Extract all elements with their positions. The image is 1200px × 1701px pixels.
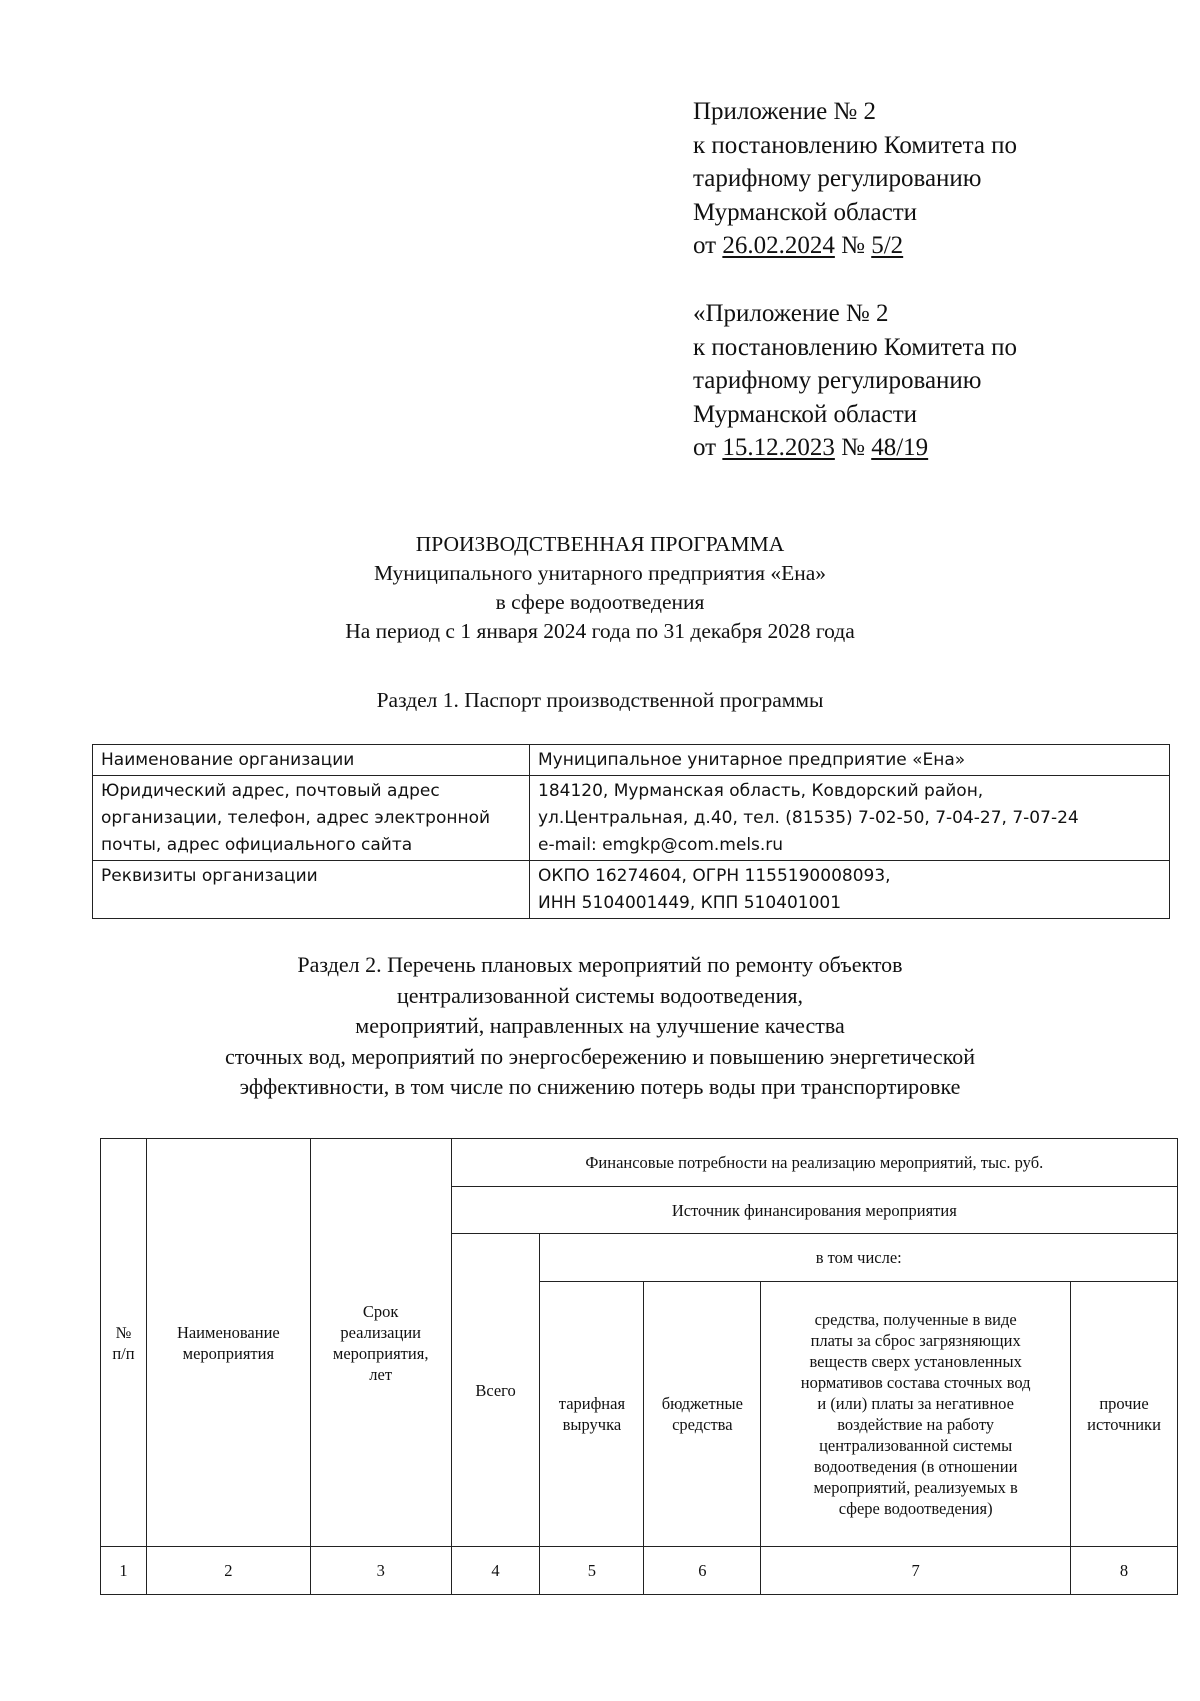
appendix-line: Мурманской области	[693, 198, 918, 226]
col-header-term: Срок реализации мероприятия, лет	[310, 1139, 451, 1547]
col-header-total: Всего	[451, 1234, 540, 1547]
title-line: На период с 1 января 2024 года по 31 декабря 2028 года	[345, 619, 855, 643]
col-header-tariff: тарифная выручка	[540, 1282, 644, 1547]
column-number-cell: 3	[310, 1547, 451, 1595]
column-number-cell: 6	[644, 1547, 761, 1595]
header-including: в том числе:	[540, 1234, 1178, 1282]
passport-label-cell: Юридический адрес, почтовый адрес организации, телефон, адрес электронной почты, адрес официального сайта	[93, 776, 530, 861]
table-row	[93, 745, 1170, 776]
col-header-number: № п/п	[101, 1139, 147, 1547]
appendix-line: «Приложение № 2	[693, 300, 889, 327]
passport-label-cell: Реквизиты организации	[93, 861, 530, 919]
decree-number: 48/19	[871, 434, 929, 461]
number-sign: №	[841, 232, 865, 259]
col-header-budget: бюджетные средства	[644, 1282, 761, 1547]
column-number-cell: 2	[146, 1547, 310, 1595]
section1-heading: Раздел 1. Паспорт производственной программы	[376, 688, 824, 712]
table-row	[93, 861, 1170, 919]
appendix-date-line	[693, 431, 1133, 465]
header-financial-needs: Финансовые потребности на реализацию мероприятий, тыс. руб.	[451, 1139, 1177, 1187]
passport-value-cell: ОКПО 16274604, ОГРН 1155190008093, ИНН 5104001449, КПП 510401001	[530, 861, 1170, 919]
decree-number: 5/2	[871, 232, 904, 259]
title-line: в сфере водоотведения	[495, 590, 705, 614]
appendix-line: Приложение № 2	[693, 98, 877, 125]
col-header-other: прочие источники	[1071, 1282, 1178, 1547]
appendix-line: тарифному регулированию	[693, 165, 982, 192]
date-prefix: от	[693, 232, 717, 259]
column-number-cell: 4	[451, 1547, 540, 1595]
table-row	[93, 776, 1170, 861]
table-row	[101, 1139, 1178, 1187]
program-title	[0, 530, 1200, 646]
events-table	[100, 1138, 1178, 1595]
column-number-cell: 5	[540, 1547, 644, 1595]
appendix-line: к постановлению Комитета по	[693, 333, 1018, 361]
appendix-header-current	[693, 95, 1133, 263]
appendix-line: тарифному регулированию	[693, 367, 982, 394]
appendix-header-previous	[693, 297, 1133, 465]
passport-table	[92, 744, 1170, 919]
table-row	[101, 1547, 1178, 1595]
header-funding-source: Источник финансирования мероприятия	[451, 1187, 1177, 1234]
appendix-date-line	[693, 229, 1133, 263]
column-number-cell: 1	[101, 1547, 147, 1595]
col-header-pollution-fees: средства, полученные в виде платы за сброс загрязняющих веществ сверх установленных нормативов состава сточных вод и (или) платы за негативное воздействие на работу централизованной системы водоотведения (в отношении мероприятий, реализуемых в сфере водоотведения)	[761, 1282, 1071, 1547]
section2-heading: Раздел 2. Перечень плановых мероприятий по ремонту объектов централизованной системы водоотведения, мероприятий, направленных на улучшение качества сточных вод, мероприятий по энергосбережению и повышению энергетической эффективности, в том числе по снижению потерь воды при транспортировке	[224, 952, 976, 1099]
number-sign: №	[841, 434, 865, 461]
title-line: Муниципального унитарного предприятия «Ена»	[373, 561, 827, 585]
appendix-line: Мурманской области	[693, 400, 918, 428]
decree-date: 15.12.2023	[722, 434, 835, 461]
date-prefix: от	[693, 434, 717, 461]
col-header-name: Наименование мероприятия	[146, 1139, 310, 1547]
passport-value-cell: Муниципальное унитарное предприятие «Ена»	[530, 745, 1170, 776]
passport-label-cell: Наименование организации	[93, 745, 530, 776]
appendix-line: к постановлению Комитета по	[693, 131, 1018, 159]
column-number-cell: 8	[1071, 1547, 1178, 1595]
passport-value-cell: 184120, Мурманская область, Ковдорский район, ул.Центральная, д.40, тел. (81535) 7-02-50, 7-04-27, 7-07-24 e-mail: emgkp@com.mels.ru	[530, 776, 1170, 861]
title-line: ПРОИЗВОДСТВЕННАЯ ПРОГРАММА	[415, 532, 785, 556]
decree-date: 26.02.2024	[722, 232, 835, 259]
column-number-cell: 7	[761, 1547, 1071, 1595]
